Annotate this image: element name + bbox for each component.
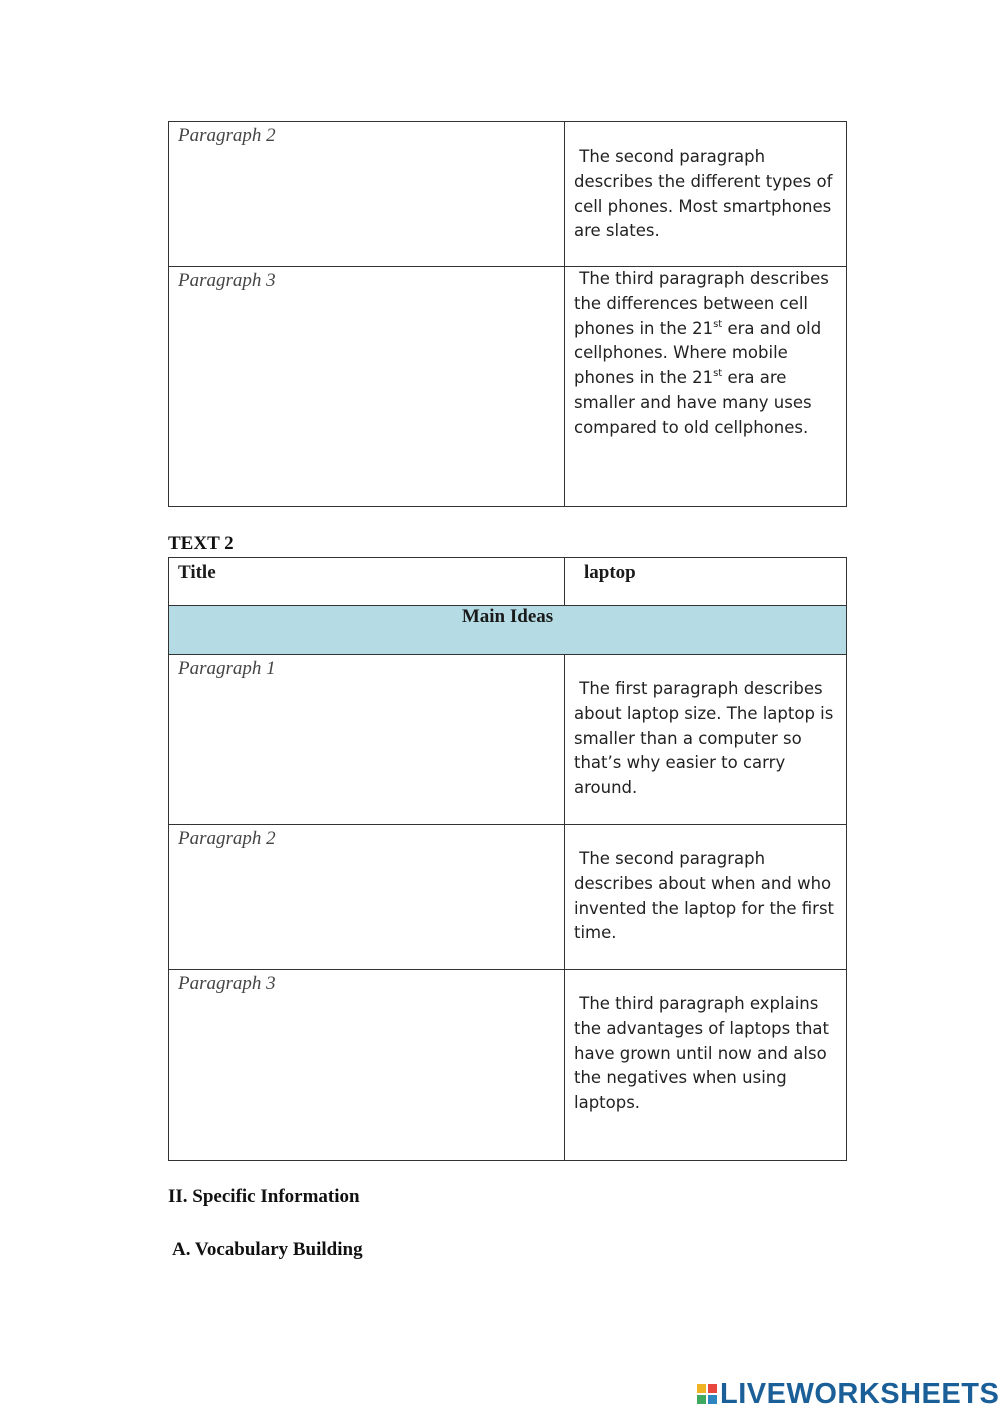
title-row — [169, 558, 847, 606]
paragraph-label-cell — [169, 267, 565, 507]
paragraph-label: Paragraph 2 — [178, 125, 276, 146]
answer-text[interactable]: The second paragraph describes about when and who invented the laptop for the first time. — [574, 849, 835, 943]
title-label: Title — [178, 562, 216, 583]
table-row — [169, 825, 847, 970]
table-row — [169, 970, 847, 1161]
paragraph-label-cell — [169, 970, 565, 1161]
table-row — [169, 267, 847, 507]
text2-table — [168, 557, 847, 1161]
logo-square — [708, 1395, 717, 1404]
answer-text-part: The third paragraph describes the differences between cell phones in the 21 — [574, 269, 829, 338]
answer-cell[interactable] — [565, 655, 847, 825]
table-row — [169, 122, 847, 267]
answer-text[interactable]: The first paragraph describes about laptop size. The laptop is smaller than a computer so that’s why easier to carry around. — [574, 679, 834, 798]
paragraph-label-cell — [169, 122, 565, 267]
answer-cell[interactable] — [565, 122, 847, 267]
title-label-cell — [169, 558, 565, 606]
answer-text[interactable]: The second paragraph describes the different types of cell phones. Most smartphones are slates. — [574, 147, 833, 241]
text1-table — [168, 121, 847, 507]
main-ideas-row — [169, 606, 847, 655]
sub-heading: A. Vocabulary Building — [172, 1239, 363, 1260]
answer-cell[interactable] — [565, 267, 847, 507]
answer-text[interactable] — [565, 267, 846, 441]
logo-square — [697, 1384, 706, 1393]
section-heading: II. Specific Information — [168, 1186, 360, 1207]
table-row — [169, 655, 847, 825]
logo-square — [708, 1384, 717, 1393]
paragraph-label: Paragraph 3 — [178, 973, 276, 994]
title-value-cell[interactable] — [565, 558, 847, 606]
paragraph-label-cell — [169, 825, 565, 970]
answer-cell[interactable] — [565, 970, 847, 1161]
answer-cell[interactable] — [565, 825, 847, 970]
paragraph-label: Paragraph 2 — [178, 828, 276, 849]
answer-text[interactable]: The third paragraph explains the advantages of laptops that have grown until now and also the negatives when using laptops. — [574, 994, 829, 1113]
superscript: st — [713, 368, 723, 380]
logo-text: LIVEWORKSHEETS — [720, 1377, 1000, 1410]
paragraph-label: Paragraph 3 — [178, 270, 276, 291]
title-value[interactable]: laptop — [584, 562, 636, 583]
logo-mark-icon — [697, 1384, 717, 1404]
liveworksheets-logo[interactable] — [697, 1377, 999, 1411]
answer-text-part: era are smaller and have many uses compared to old cellphones. — [574, 368, 812, 437]
superscript: st — [713, 318, 723, 330]
logo-square — [697, 1395, 706, 1404]
text2-heading: TEXT 2 — [168, 533, 234, 554]
paragraph-label-cell — [169, 655, 565, 825]
answer-text-part: era and old cellphones. Where mobile phones in the 21 — [574, 318, 822, 388]
paragraph-label: Paragraph 1 — [178, 658, 276, 679]
main-ideas-header: Main Ideas — [169, 606, 847, 655]
